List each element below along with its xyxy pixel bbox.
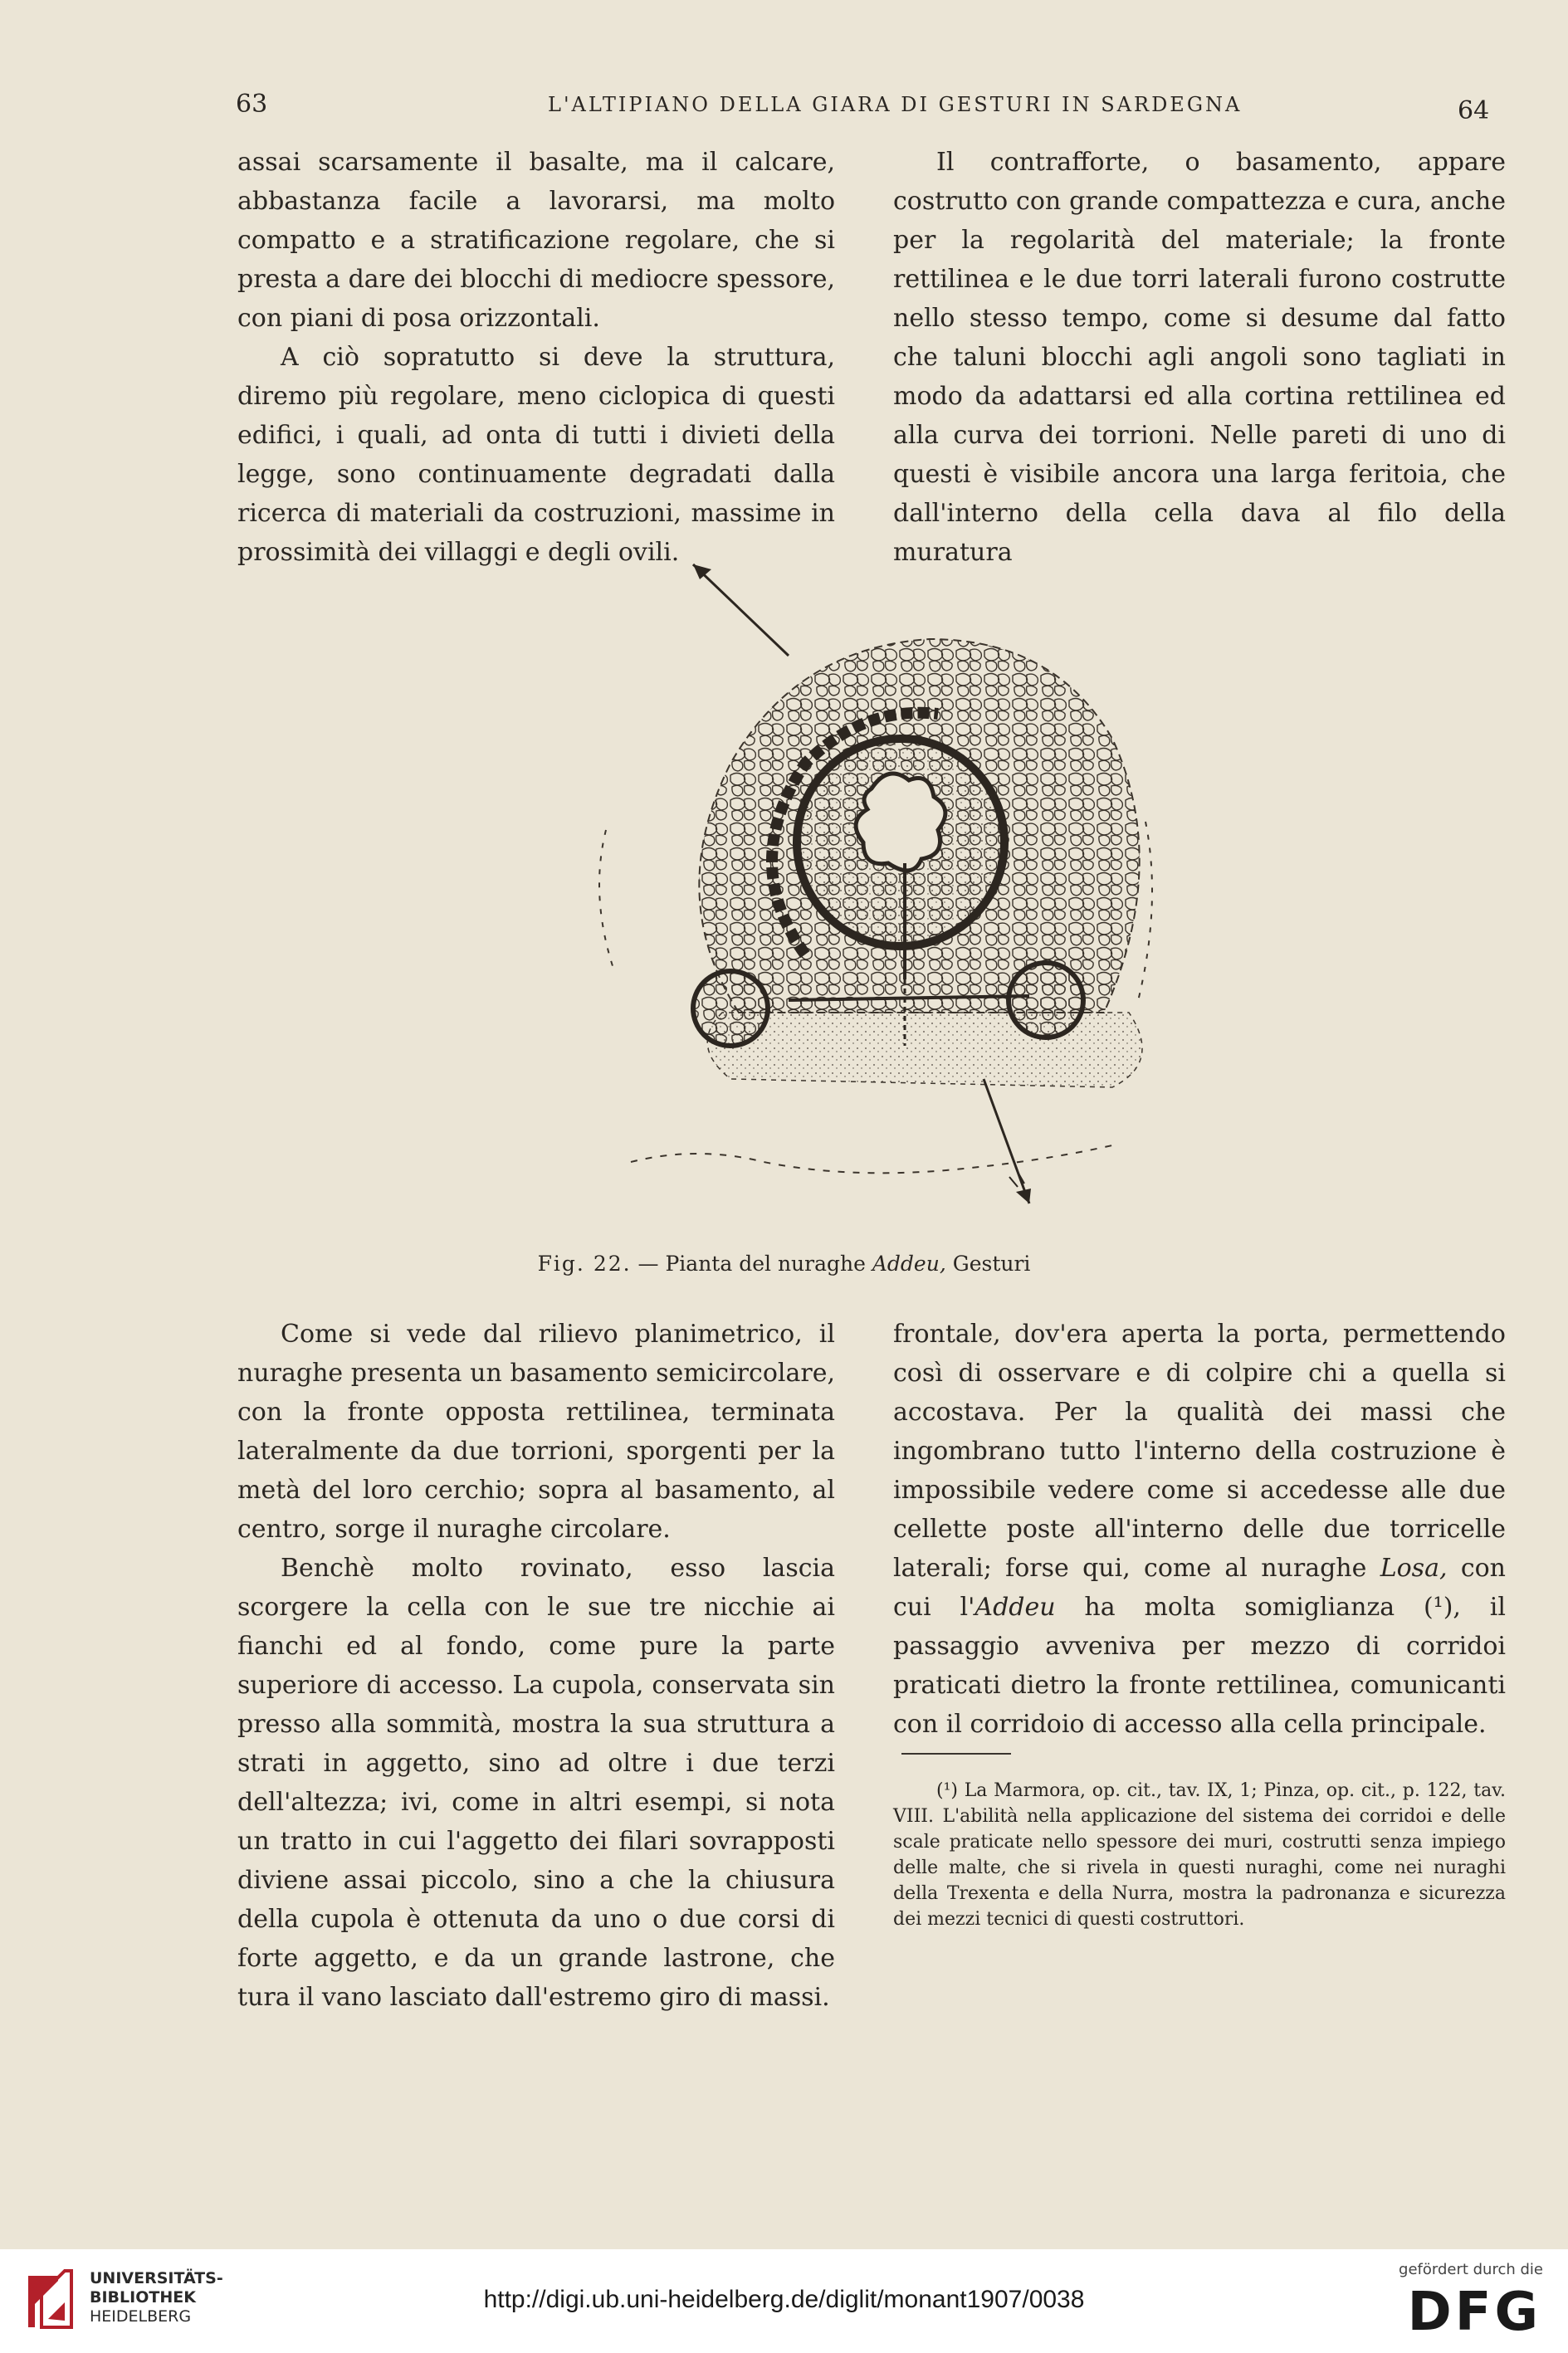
italic-addeu: Addeu xyxy=(975,1593,1056,1622)
caption-nuraghe-name: Addeu, xyxy=(872,1252,946,1276)
nuraghe-plan-figure xyxy=(531,548,1278,1262)
text-run: frontale, dov'era aperta la porta, permettendo così di osservare e di colpire chi a quella si accostava. Per la qualità dei massi che ingombrano tutto l'interno della costruzione è impossibile vedere come si accedesse alle due cellette poste all'interno delle due torricelle laterali; forse qui, come al nuraghe xyxy=(893,1320,1506,1583)
permalink-url[interactable]: http://digi.ub.uni-heidelberg.de/diglit/monant1907/0038 xyxy=(483,2286,1085,2313)
page-number-right: 64 xyxy=(1458,96,1490,125)
paragraph: A ciò sopratutto si deve la struttura, diremo più regolare, meno ciclopica di questi edifici, i quali, ad onta di tutti i divieti della legge, sono continuamente degradati dalla ricerca di materiali da costruzioni, massime in prossimità dei villaggi e degli ovili. xyxy=(237,343,835,567)
paragraph: Il contrafforte, o basamento, appare costrutto con grande compattezza e cura, anche per la regolarità del materiale; la fronte rettilinea e le due torri laterali furono costrutte nello stesso tempo, come si desume dal fatto che taluni blocchi agli angoli sono tagliati in modo da adattarsi ed alla cortina rettilinea ed alla curva dei torrioni. Nelle pareti di uno di questi è visibile ancora una larga feritoia, che dall'interno della cella dava al filo della muratura xyxy=(893,148,1506,567)
caption-dash: — xyxy=(637,1252,659,1276)
viewer-footer xyxy=(0,2249,1568,2353)
page-number-left: 63 xyxy=(236,90,268,119)
library-name-line: BIBLIOTHEK xyxy=(90,2288,196,2307)
caption-text: Pianta del nuraghe xyxy=(665,1252,866,1276)
figure-label: Fig. 22. xyxy=(537,1252,632,1276)
column-bottom-right xyxy=(893,1315,1506,1744)
italic-losa: Losa, xyxy=(1380,1554,1448,1583)
footnote-rule xyxy=(901,1753,1011,1755)
funding-note: gefördert durch die xyxy=(1399,2261,1543,2278)
library-name-line: HEIDELBERG xyxy=(90,2307,192,2326)
footnote xyxy=(893,1778,1506,1932)
library-name-line: UNIVERSITÄTS- xyxy=(90,2269,223,2287)
paragraph: Come si vede dal rilievo planimetrico, il nuraghe presenta un basamento semicircolare, con la fronte opposta rettilinea, terminata lateralmente da due torrioni, sporgenti per la metà del loro cerchio; sopra al basamento, al centro, sorge il nuraghe circolare. xyxy=(237,1320,835,1544)
running-head xyxy=(0,90,1568,123)
nuraghe-plan-drawing xyxy=(531,548,1278,1262)
text-run: ha molta somiglianza (¹), il passaggio avveniva per mezzo di corridoi praticati dietro la fronte rettilinea, comunicanti con il corridoio di accesso alla cella principale. xyxy=(893,1593,1506,1739)
paragraph: assai scarsamente il basalte, ma il calcare, abbastanza facile a lavorarsi, ma molto compatto e a stratificazione regolare, che si presta a dare dei blocchi di mediocre spessore, con piani di posa orizzontali. xyxy=(237,148,835,333)
dfg-logo: DFG xyxy=(1407,2282,1541,2343)
figure-caption xyxy=(0,1252,1568,1276)
column-top-left xyxy=(237,143,835,572)
running-title: L'ALTIPIANO DELLA GIARA DI GESTURI IN SARDEGNA xyxy=(548,93,1243,116)
footnote-text: (¹) La Marmora, op. cit., tav. IX, 1; Pinza, op. cit., p. 122, tav. VIII. L'abilità nella applicazione del sistema dei corridoi e delle scale praticate nello spessore dei muri, costrutti senza impiego delle malte, che si rivela in questi nuraghi, come nei nuraghi della Trexenta e della Nurra, mostra la padronanza e sicurezza dei mezzi tecnici di questi costruttori. xyxy=(893,1780,1506,1930)
paragraph xyxy=(893,1315,1506,1744)
column-bottom-left xyxy=(237,1315,835,2017)
column-top-right xyxy=(893,143,1506,572)
caption-place: Gesturi xyxy=(952,1252,1031,1276)
paragraph: Benchè molto rovinato, esso lascia scorgere la cella con le sue tre nicchie ai fianchi ed al fondo, come pure la parte superiore di accesso. La cupola, conservata sin presso alla sommità, mostra la sua struttura a strati in aggetto, sino ad oltre i due terzi dell'altezza; ivi, come in altri esempi, si nota un tratto in cui l'aggetto dei filari sovrapposti diviene assai piccolo, sino a che la chiusura della cupola è ottenuta da uno o due corsi di forte aggetto, e da un grande lastrone, che tura il vano lasciato dall'estremo giro di massi. xyxy=(237,1554,835,2012)
text-run: con cui l' xyxy=(893,1554,1506,1622)
